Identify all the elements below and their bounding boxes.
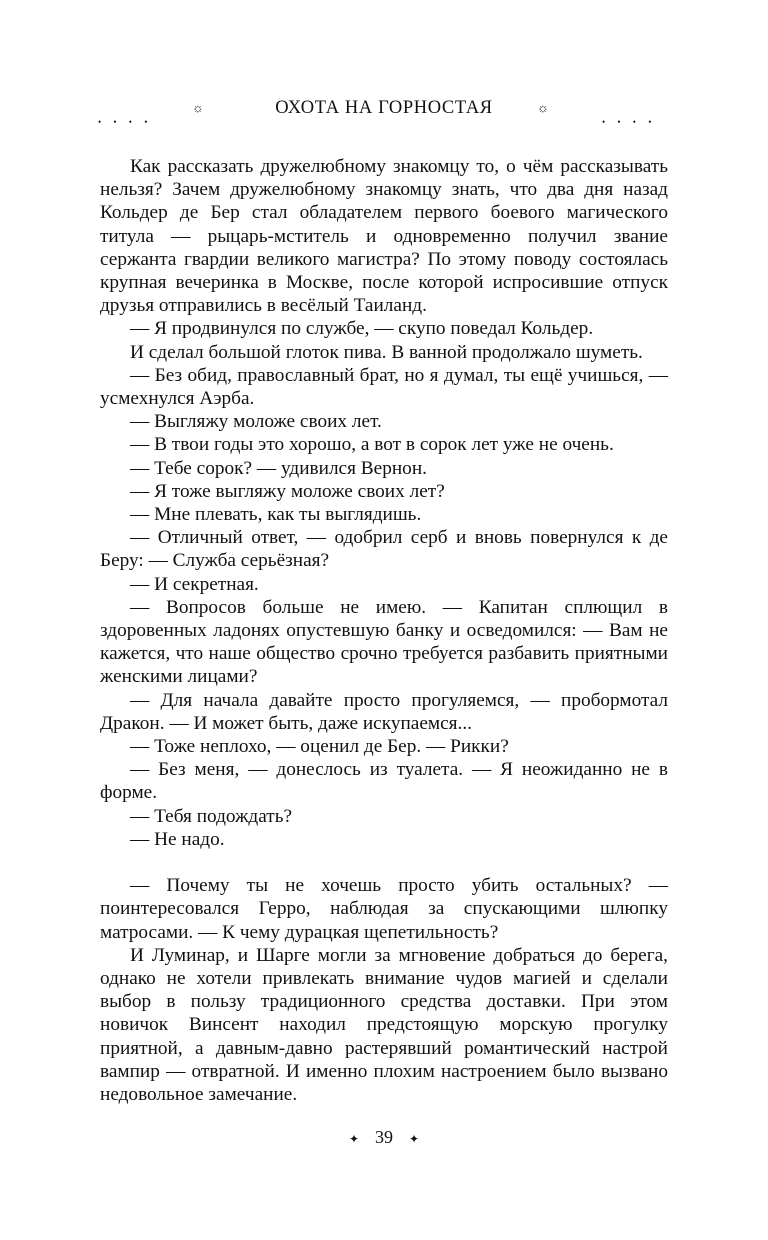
paragraph: — Тебя подождать? xyxy=(130,805,293,827)
page-number: 39 xyxy=(375,1127,393,1147)
paragraph: — Для начала давайте просто прогуляемся, — пробормотал Дракон. — И может быть, даже искупаемся... xyxy=(100,689,668,734)
paragraph: — Вопросов больше не имею. — Капитан сплющил в здоровенных ладонях опустевшую банку и осведомился: — Вам не кажется, что наше общество срочно требуется разбавить приятными женскими лицами? xyxy=(100,596,668,688)
paragraph: — Я тоже выгляжу моложе своих лет? xyxy=(130,480,445,502)
star-ornament-right-icon: ☼ xyxy=(537,100,549,115)
paragraph: И Луминар, и Шарге могли за мгновение добраться до берега, однако не хотели привлекать внимание чудов магией и сделали выбор в пользу традиционного средства доставки. При этом новичок Винсент находил предстоящую морскую прогулку приятной, а давным-давно растерявший романтический настрой вампир — отвратной. И именно плохим настроением было вызвано недовольное замечание. xyxy=(100,944,668,1105)
paragraph: И сделал большой глоток пива. В ванной продолжало шуметь. xyxy=(130,341,643,363)
paragraph: — В твои годы это хорошо, а вот в сорок лет уже не очень. xyxy=(130,434,614,456)
book-title-header: ОХОТА НА ГОРНОСТАЯ xyxy=(275,98,493,118)
paragraph: — Тебе сорок? — удивился Вернон. xyxy=(130,457,427,479)
diamond-right-icon: ✦ xyxy=(409,1132,420,1146)
paragraph: — Мне плевать, как ты выглядишь. xyxy=(130,504,422,526)
running-header xyxy=(100,96,668,136)
page-footer xyxy=(100,1125,668,1151)
paragraph: — И секретная. xyxy=(130,573,259,595)
scene-break xyxy=(100,851,668,874)
paragraph: — Без меня, — донеслось из туалета. — Я неожиданно не в форме. xyxy=(100,759,668,804)
ornament-dots-right: • • • • xyxy=(602,117,657,127)
paragraph: Как рассказать дружелюбному знакомцу то, о чём рассказывать нельзя? Зачем дружелюбному знакомцу знать, что два дня назад Кольдер де Бер стал обладателем первого боевого магического титула — рыцарь-мститель и одновременно получил звание сержанта гвардии великого магистра? По этому поводу состоялась крупная вечеринка в Москве, после которой испросившие отпуск друзья отправились в весёлый Таиланд. xyxy=(100,156,668,317)
star-ornament-left-icon: ☼ xyxy=(192,100,204,115)
paragraph: — Тоже неплохо, — оценил де Бер. — Рикки? xyxy=(130,736,509,758)
page-body-text xyxy=(100,155,668,1106)
diamond-left-icon: ✦ xyxy=(348,1132,359,1146)
paragraph: — Отличный ответ, — одобрил серб и вновь повернулся к де Беру: — Служба серьёзная? xyxy=(100,527,668,572)
paragraph: — Почему ты не хочешь просто убить остальных? — поинтересовался Герро, наблюдая за спускающими шлюпку матросами. — К чему дурацкая щепетильность? xyxy=(100,875,668,943)
ornament-dots-left: • • • • xyxy=(98,117,153,127)
paragraph: — Выгляжу моложе своих лет. xyxy=(130,411,382,433)
paragraph: — Без обид, православный брат, но я думал, ты ещё учишься, — усмехнулся Аэрба. xyxy=(100,364,668,410)
paragraph: — Я продвинулся по службе, — скупо поведал Кольдер. xyxy=(130,318,594,340)
paragraph: — Не надо. xyxy=(130,828,225,850)
